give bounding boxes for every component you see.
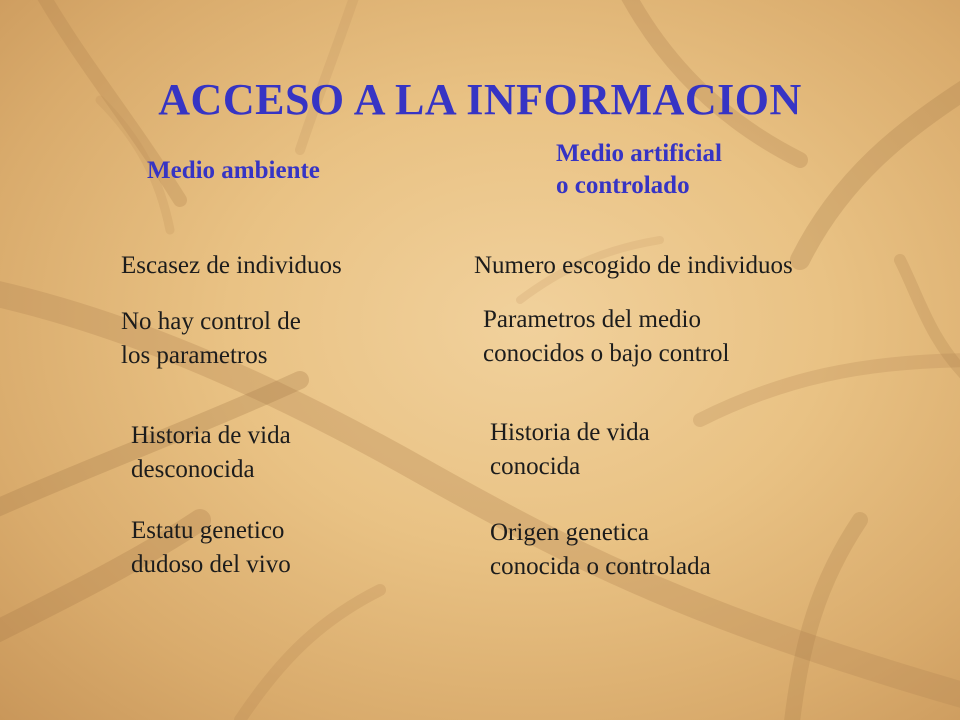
item-line: conocida [490,453,581,480]
item-line: Escasez de individuos [121,252,342,279]
right-item-life-history [490,416,650,484]
right-heading-line: Medio artificial [556,140,722,167]
slide-title: ACCESO A LA INFORMACION [158,75,802,124]
right-item-parameters [483,303,729,371]
left-item-genetic-status [131,514,291,582]
left-item-individuals [121,249,342,283]
item-line: conocida o controlada [490,553,711,580]
item-line: dudoso del vivo [131,551,291,578]
item-line: conocidos o bajo control [483,340,730,367]
right-column-heading [556,138,722,202]
item-line: Estatu genetico [131,517,285,544]
item-line: Numero escogido de individuos [474,252,793,279]
item-line: Historia de vida [131,422,291,449]
bg-stroke [240,590,380,720]
left-item-life-history [131,419,291,487]
bg-stroke [790,520,860,720]
right-item-genetic-origin [490,516,711,584]
item-line: Historia de vida [490,419,650,446]
item-line: los parametros [121,342,268,369]
item-line: No hay control de [121,308,301,335]
item-line: Parametros del medio [483,306,701,333]
item-line: desconocida [131,456,255,483]
bg-stroke [700,360,960,420]
right-heading-line: o controlado [556,172,690,199]
left-column-heading: Medio ambiente [147,157,320,184]
item-line: Origen genetica [490,519,649,546]
right-item-individuals [474,249,793,283]
left-item-parameters [121,305,301,373]
